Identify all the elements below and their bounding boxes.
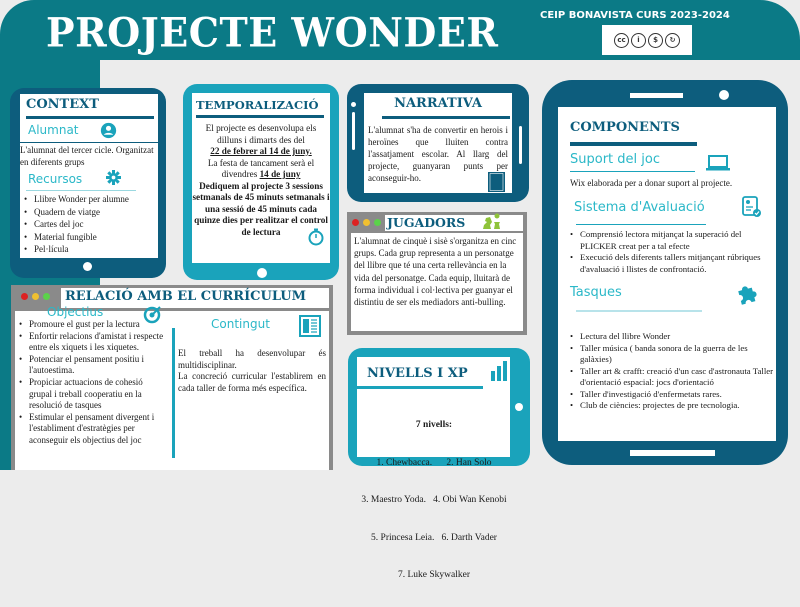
page-title: PROJECTE WONDER xyxy=(46,8,499,57)
list-item: 1. Chewbacca. 2. Han Solo xyxy=(376,457,492,468)
list-item: • Estimular el pensament divergent i l'establiment d'estratègies per aconseguir els objectius del joc xyxy=(17,412,167,447)
jugadors-text: L'alumnat de cinquè i sisè s'organitza en cinc grups. Cada grup representa a un personatge del llibre que té una certa rellevància en la vida del personatge. Cada equip, lluitarà de forma individual i col·lectiva per guanyar el distintiu de ser els mediadors anti-bulling. xyxy=(354,236,517,308)
close-dot xyxy=(352,219,359,226)
list-item: • Quadern de viatge xyxy=(22,206,156,219)
temporalitzacio-title: TEMPORALIZACIÓ xyxy=(196,98,319,112)
list-item: 7. Luke Skywalker xyxy=(397,570,471,580)
list-item: • Cartes del joc xyxy=(22,218,156,231)
column-divider xyxy=(172,328,175,458)
contingut-text: El treball ha desenvolupar és multidisciplinar. La concreció curricular l'establirem en cada taller de forma més específica. xyxy=(178,348,326,393)
list-item: • Enfortir relacions d'amistat i respecte entre els xiquets i les xiquetes. xyxy=(17,331,167,354)
puzzle-icon xyxy=(736,282,758,304)
temporalitzacio-card xyxy=(183,84,339,280)
list-item: • Potenciar el pensament positiu i l'autoestima. xyxy=(17,354,167,377)
suport-text: Wix elaborada per a donar suport al projecte. xyxy=(570,178,733,188)
home-bar xyxy=(630,450,715,456)
bar-chart-icon xyxy=(491,361,509,381)
nivells-card xyxy=(348,348,530,580)
narrativa-card xyxy=(347,84,529,202)
camera-dot xyxy=(719,90,729,100)
recursos-list xyxy=(22,193,156,256)
cc-icon: cc xyxy=(614,33,629,48)
alumnat-text: L'alumnat del tercer cicle. Organitzat en diferents grups xyxy=(20,145,154,167)
by-icon: i xyxy=(631,33,646,48)
list-item: • Pel·lícula xyxy=(22,243,156,256)
list-item: 3. Maestro Yoda. 4. Obi Wan Kenobi xyxy=(361,495,507,505)
curriculum-title: RELACIÓ AMB EL CURRÍCULUM xyxy=(65,289,306,304)
tasques-list xyxy=(568,331,774,412)
avaluacio-label: Sistema d'Avaluació xyxy=(574,200,705,215)
nivells-list: 7 nivells: 1. Chewbacca. 2. Han Solo 3. Maestro Yoda. 4. Obi Wan Kenobi 5. Princesa Leia. 6. Darth Vader 7. Luke Skywalker xyxy=(353,394,515,607)
home-button xyxy=(351,102,356,107)
contingut-label: Contingut xyxy=(211,317,270,331)
list-item: • Taller d'investigació d'enfermetats rares. xyxy=(568,389,774,401)
curriculum-card xyxy=(11,285,333,470)
book-icon xyxy=(488,172,505,192)
recursos-label: Recursos xyxy=(28,172,83,186)
chess-icon xyxy=(481,212,503,230)
list-item: • Promoure el gust per la lectura xyxy=(17,319,167,331)
list-item: 5. Princesa Leia. 6. Darth Vader xyxy=(371,532,497,543)
minimize-dot xyxy=(363,219,370,226)
list-item: • Material fungible xyxy=(22,231,156,244)
home-button xyxy=(83,262,92,271)
minimize-dot xyxy=(32,293,39,300)
narrativa-text: L'alumnat s'ha de convertir en herois i heroïnes que lluiten contra l'assatjament escolar. Al llarg del projecte, guanyaran punts per aconseguir-ho. xyxy=(368,125,508,183)
speaker-bar xyxy=(630,93,683,98)
stopwatch-icon xyxy=(308,228,324,246)
home-button xyxy=(257,268,267,278)
list-item: • Club de ciències: projectes de pre tecnologia. xyxy=(568,400,774,412)
components-title: COMPONENTS xyxy=(570,120,680,135)
license-badge[interactable] xyxy=(602,25,692,55)
nc-icon: $ xyxy=(648,33,663,48)
school-label: CEIP BONAVISTA CURS 2023-2024 xyxy=(540,10,730,21)
avaluacio-list xyxy=(568,229,774,275)
gear-icon xyxy=(106,170,121,185)
tasques-label: Tasques xyxy=(570,285,622,300)
list-item: • Propiciar actuacions de cohesió grupal i treball cooperatiu en la resolució de tasques xyxy=(17,377,167,412)
list-item: • Llibre Wonder per alumne xyxy=(22,193,156,206)
sa-icon: ↻ xyxy=(665,33,680,48)
document-icon xyxy=(299,315,321,337)
report-icon xyxy=(742,196,762,218)
maximize-dot xyxy=(43,293,50,300)
alumnat-label: Alumnat xyxy=(28,123,79,137)
temporalitzacio-text: El projecte es desenvolupa els dilluns i dimarts des del 22 de febrer al 14 de juny. La festa de tancament serà el divendres 14 de juny Dediquem al projecte 3 sessions setmanals de 45 minuts setmanals i una sessió de 45 minuts cada quinze dies per realitzar el control de lectura xyxy=(192,123,330,237)
home-button xyxy=(515,403,523,411)
objectius-label: Objectius xyxy=(47,305,104,319)
close-dot xyxy=(21,293,28,300)
laptop-icon xyxy=(706,155,730,171)
objectius-list xyxy=(17,319,167,447)
list-item: • Taller art & crafft: creació d'un casc d'astronauta Taller d'orientació espacial: jocs d'orientació xyxy=(568,366,774,389)
list-item: • Lectura del llibre Wonder xyxy=(568,331,774,343)
jugadors-card xyxy=(347,212,527,335)
maximize-dot xyxy=(374,219,381,226)
context-title: CONTEXT xyxy=(26,97,99,112)
user-icon xyxy=(100,122,117,139)
list-item: • Comprensió lectora mitjançat la superació del PLICKER creat per a tal efecte xyxy=(568,229,774,252)
narrativa-title: NARRATIVA xyxy=(394,96,482,111)
context-card xyxy=(10,88,166,278)
list-item: • Execució dels diferents tallers mitjançant rúbriques d'avaluació i llistes de confrontació. xyxy=(568,252,774,275)
jugadors-title: JUGADORS xyxy=(387,215,466,230)
list-item: • Taller música ( banda sonora de la guerra de les galàxies) xyxy=(568,343,774,366)
suport-label: Suport del joc xyxy=(570,152,660,167)
components-card xyxy=(542,80,788,465)
nivells-title: NIVELLS I XP xyxy=(367,366,468,381)
